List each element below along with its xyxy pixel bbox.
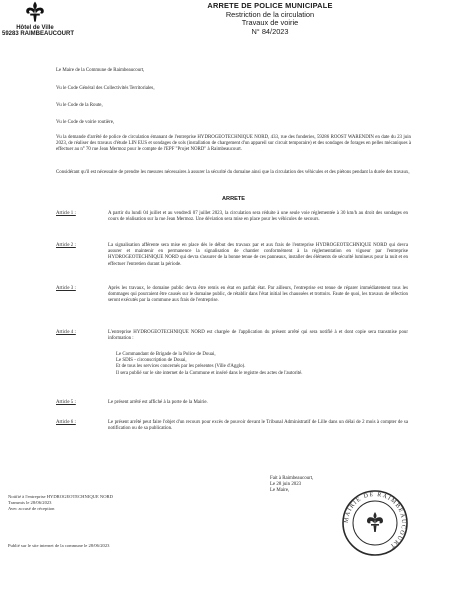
article-2-label: Article 2 : xyxy=(56,243,76,248)
arrete-title: ARRETE xyxy=(222,196,245,202)
notification-line-1: Notifié à l'entreprise HYDROGEOTECHNIQUE NORD xyxy=(8,494,113,499)
town-logo-block xyxy=(2,0,75,37)
article-4-text: L'entreprise HYDROGEOTECHNIQUE NORD est chargée de l'application du présent arrêté qui sera notifié à et dont copie sera transmise pour information : xyxy=(108,330,408,342)
copy-sdis: Le SDIS - circonscription de Douai, xyxy=(116,358,187,364)
town-address: 59283 RAIMBEAUCOURT xyxy=(2,31,75,37)
copies-list xyxy=(116,352,406,377)
notification-block xyxy=(8,494,208,512)
article-1-text: A partir du lundi 04 juillet et au vendredi 07 juillet 2023, la circulation sera réduite à une seule voie réglementée à 30 km/h au droit des sondages en cours de réalisation sur la rue Jean Mermoz. Une déviation sera mise en place pour les véhicules de secours. xyxy=(108,211,408,223)
article-6-label: Article 6 : xyxy=(56,420,76,425)
copy-police: Le Commandant de Brigade de la Police de Douai, xyxy=(116,352,216,357)
decree-title: ARRETE DE POLICE MUNICIPALE xyxy=(207,1,333,10)
signature-place: Fait à Raimbeaucourt, xyxy=(270,476,314,481)
visa-code-voirie: Vu le Code de voirie routière, xyxy=(56,120,115,125)
fleur-de-lis-icon xyxy=(23,0,47,24)
article-1-label: Article 1 : xyxy=(56,211,76,216)
svg-text:MAIRIE DE RAIMBEAUCOURT: MAIRIE DE RAIMBEAUCOURT xyxy=(343,491,407,550)
official-seal-icon xyxy=(340,488,410,558)
copy-publication: Il sera publié sur le site internet de la Commune et inséré dans le registre des actes de l'autorité. xyxy=(116,370,303,376)
visa-considering: Considérant qu'il est nécessaire de prendre les mesures nécessaires à assurer la sécurité du domaine ainsi que la circulation des véhicules et des piétons pendant la durée des travaux, xyxy=(56,170,410,175)
notification-line-2: Transmis le 28/06/2023 xyxy=(8,500,52,505)
copy-services: Et de tous les services concernés par les présentes (Ville d'Agglo). xyxy=(116,364,246,370)
article-2-text: La signalisation afférente sera mise en place dès le début des travaux par et aux frais de l'entreprise HYDROGEOTECHNIQUE NORD qui devra assurer et maintenir en permanence la signalisation de chantier conformément à la réglementation en vigueur par l'entreprise HYDROGEOTECHNIQUE NORD qui devra s'assurer de la bonne tenue de ces panneaux, installer des éléments de sécurité lumineux pour la nuit et en effectuer l'entretien durant la période. xyxy=(108,243,408,267)
visa-mayor: Le Maire de la Commune de Raimbeaucourt, xyxy=(56,68,145,73)
town-hall-label: Hôtel de Ville xyxy=(16,25,54,31)
article-3-text: Après les travaux, le domaine public devra être remis en état en parfait état. Par ailleurs, l'entreprise est tenue de réparer immédiatement tous les dommages qui pourraient être causés sur le domaine public, de rétablir dans l'état initial les chaussées et trottoirs. Faute de quoi, les travaux de réfection seront exécutés par la commune aux frais de l'entreprise. xyxy=(108,286,408,304)
visa-code-route: Vu le Code de la Route, xyxy=(56,103,103,108)
decree-subject-detail: Travaux de voirie xyxy=(241,18,299,27)
signature-date: Le 28 juin 2023 xyxy=(270,482,302,488)
mayor-stamp xyxy=(340,488,410,563)
visa-request: Vu la demande d'arrêté de police de circulation émanant de l'entreprise HYDROGEOTECHNIQUE NORD, 433, rue des fonderies, 59286 ROOST WARENDIN en date du 23 juin 2023, de réaliser des travaux d'étude LIN EUS et sondages de sols (installation de chargement d'un appareil sur circuit temporaire) et des sondages de forages en pelles mécaniques à effectuer au n° 70 rue Jean Mermoz pour le compte de l'EPF "Projet NORD" à Raimbeaucourt. xyxy=(56,135,411,153)
decree-subject: Restriction de la circulation xyxy=(225,9,315,19)
article-4-label: Article 4 : xyxy=(56,330,76,335)
article-5-text: Le présent arrêté est affiché à la porte de la Mairie. xyxy=(108,400,208,405)
visa-cgct: Vu le Code Général des Collectivités Territoriales, xyxy=(56,86,155,91)
article-3-label: Article 3 : xyxy=(56,286,76,291)
article-5-label: Article 5 : xyxy=(56,400,76,405)
notification-line-3: Avec accusé de réception xyxy=(8,506,55,511)
decree-heading xyxy=(150,2,390,36)
publication-note: Publié sur le site internet de la commune le 28/06/2023 xyxy=(8,543,110,548)
signature-role: Le Maire, xyxy=(270,488,290,494)
article-6-text: Le présent arrêté peut faire l'objet d'un recours pour excès de pouvoir devant le Tribunal Administratif de Lille dans un délai de 2 mois à compter de sa notification ou de sa publication. xyxy=(108,420,408,432)
decree-number: N° 84/2023 xyxy=(251,26,289,36)
